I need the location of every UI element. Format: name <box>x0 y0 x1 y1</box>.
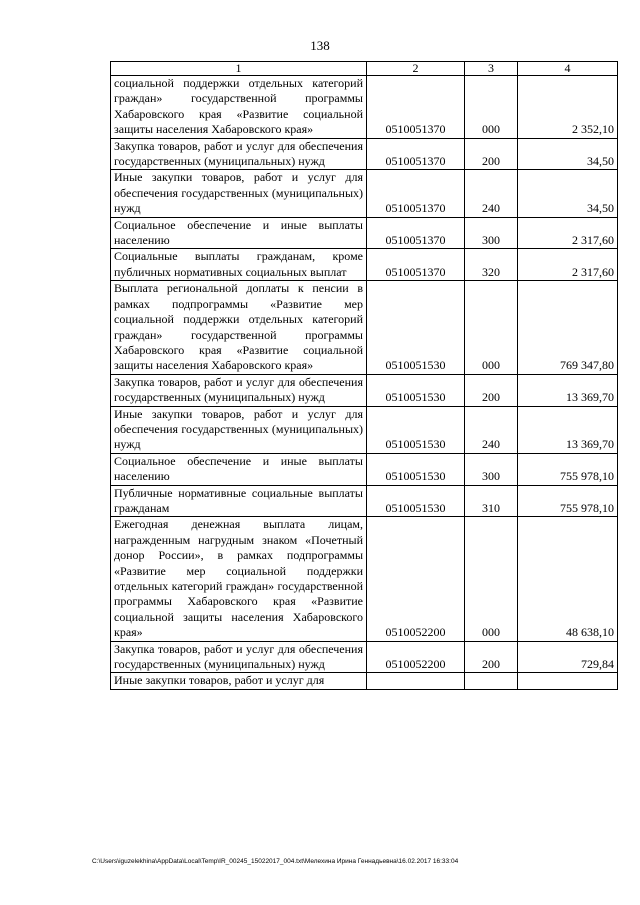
cell-amount: 755 978,10 <box>518 453 618 485</box>
cell-expense-type: 320 <box>465 249 518 281</box>
cell-amount <box>518 673 618 689</box>
cell-target-code: 0510051530 <box>367 485 465 517</box>
cell-description: Закупка товаров, работ и услуг для обеспечения государственных (муниципальных) нужд <box>111 641 367 673</box>
cell-expense-type: 200 <box>465 374 518 406</box>
cell-target-code <box>367 673 465 689</box>
cell-amount: 34,50 <box>518 170 618 217</box>
cell-description: Социальное обеспечение и иные выплаты населению <box>111 453 367 485</box>
cell-expense-type: 000 <box>465 76 518 139</box>
header-col-2: 2 <box>367 62 465 76</box>
table-row <box>111 374 618 406</box>
cell-target-code: 0510051370 <box>367 138 465 170</box>
cell-expense-type: 000 <box>465 517 518 641</box>
cell-target-code: 0510051530 <box>367 281 465 374</box>
cell-target-code: 0510052200 <box>367 641 465 673</box>
cell-expense-type: 300 <box>465 217 518 249</box>
cell-target-code: 0510052200 <box>367 517 465 641</box>
cell-expense-type: 200 <box>465 641 518 673</box>
cell-amount: 48 638,10 <box>518 517 618 641</box>
header-col-4: 4 <box>518 62 618 76</box>
cell-description: Иные закупки товаров, работ и услуг для обеспечения государственных (муниципальных) нужд <box>111 406 367 453</box>
cell-expense-type: 200 <box>465 138 518 170</box>
cell-target-code: 0510051530 <box>367 406 465 453</box>
cell-description: Закупка товаров, работ и услуг для обеспечения государственных (муниципальных) нужд <box>111 138 367 170</box>
cell-description: социальной поддержки отдельных категорий граждан» государственной программы Хабаровского края «Развитие социальной защиты населения Хабаровского края» <box>111 76 367 139</box>
header-col-3: 3 <box>465 62 518 76</box>
table-body <box>111 62 618 690</box>
header-col-1: 1 <box>111 62 367 76</box>
cell-amount: 13 369,70 <box>518 406 618 453</box>
cell-target-code: 0510051370 <box>367 170 465 217</box>
table-row-partial <box>111 673 618 689</box>
header-row <box>111 62 618 76</box>
cell-target-code: 0510051370 <box>367 249 465 281</box>
cell-description: Иные закупки товаров, работ и услуг для обеспечения государственных (муниципальных) нужд <box>111 170 367 217</box>
cell-expense-type: 240 <box>465 406 518 453</box>
cell-amount: 13 369,70 <box>518 374 618 406</box>
cell-description: Социальное обеспечение и иные выплаты населению <box>111 217 367 249</box>
table-row <box>111 138 618 170</box>
cell-expense-type: 000 <box>465 281 518 374</box>
cell-target-code: 0510051530 <box>367 453 465 485</box>
table-row <box>111 217 618 249</box>
cell-description: Публичные нормативные социальные выплаты гражданам <box>111 485 367 517</box>
cell-amount: 34,50 <box>518 138 618 170</box>
cell-amount: 755 978,10 <box>518 485 618 517</box>
cell-description: Социальные выплаты гражданам, кроме публичных нормативных социальных выплат <box>111 249 367 281</box>
cell-target-code: 0510051370 <box>367 76 465 139</box>
page-number: 138 <box>310 38 330 53</box>
table-row <box>111 485 618 517</box>
table-row <box>111 517 618 641</box>
cell-expense-type: 310 <box>465 485 518 517</box>
table-row <box>111 453 618 485</box>
cell-expense-type: 240 <box>465 170 518 217</box>
table-row <box>111 406 618 453</box>
cell-target-code: 0510051370 <box>367 217 465 249</box>
cell-amount: 2 317,60 <box>518 217 618 249</box>
cell-description: Выплата региональной доплаты к пенсии в рамках подпрограммы «Развитие мер социальной поддержки отдельных категорий граждан» государственной программы Хабаровского края «Развитие социальной защиты населения Хабаровского края» <box>111 281 367 374</box>
cell-amount: 769 347,80 <box>518 281 618 374</box>
table-row <box>111 281 618 374</box>
table-row <box>111 249 618 281</box>
cell-target-code: 0510051530 <box>367 374 465 406</box>
cell-amount: 2 352,10 <box>518 76 618 139</box>
cell-expense-type <box>465 673 518 689</box>
table-row <box>111 76 618 139</box>
cell-description: Иные закупки товаров, работ и услуг для <box>111 673 367 689</box>
budget-table <box>110 61 618 690</box>
cell-description: Ежегодная денежная выплата лицам, награжденным нагрудным знаком «Почетный донор России», в рамках подпрограммы «Развитие мер социальной поддержки отдельных категорий граждан» государственной программы Хабаровского края «Развитие социальной защиты населения Хабаровского края» <box>111 517 367 641</box>
cell-amount: 2 317,60 <box>518 249 618 281</box>
table-row <box>111 170 618 217</box>
cell-description: Закупка товаров, работ и услуг для обеспечения государственных (муниципальных) нужд <box>111 374 367 406</box>
file-path-footer: C:\Users\iguzelekhina\AppData\Local\Temp\IR_00245_15022017_004.txt\Мелехина Ирина Геннадьевна\16.02.2017 16:33:04 <box>92 858 459 865</box>
cell-amount: 729,84 <box>518 641 618 673</box>
table-row <box>111 641 618 673</box>
cell-expense-type: 300 <box>465 453 518 485</box>
